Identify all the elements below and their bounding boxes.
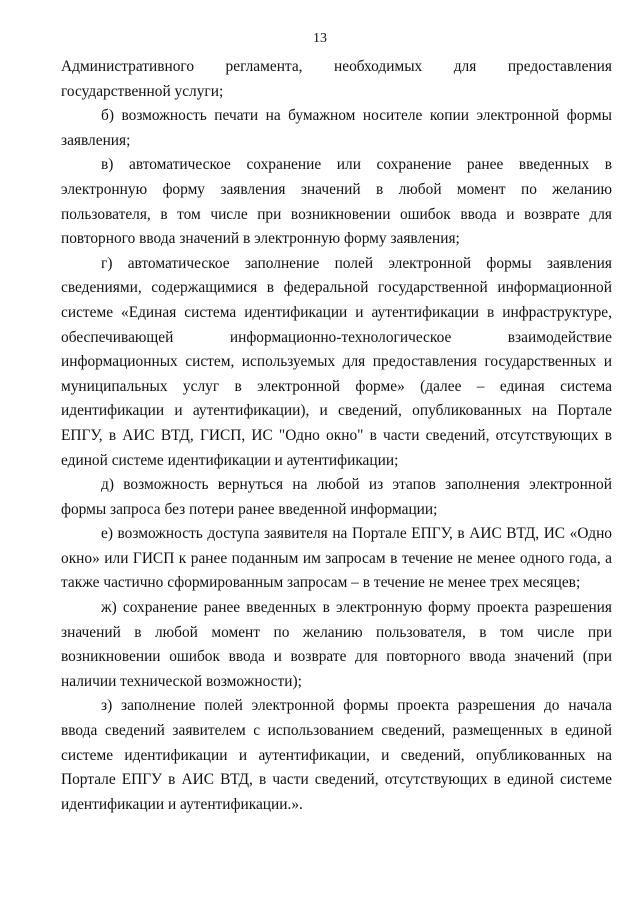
paragraph-e: е) возможность доступа заявителя на Портале ЕПГУ, в АИС ВТД, ИС «Одно окно» или ГИСП к ранее поданным им запросам в течение не менее одного года, а также частично сформированным запросам – в течение не менее трех месяцев; <box>61 525 612 592</box>
paragraph-zh: ж) сохранение ранее введенных в электронную форму проекта разрешения значений в любой момент по желанию пользователя, в том числе при возникновении ошибок ввода и возврате для повторного ввода значений (при наличии технической возможности); <box>61 599 612 690</box>
paragraph-g: г) автоматическое заполнение полей электронной формы заявления сведениями, содержащимися в федеральной государственной информационной системе «Единая система идентификации и аутентификации в инфраструктуре, обеспечивающей информационно-технологическое взаимодействие информационных систем, используемых для предоставления государственных и муниципальных услуг в электронной форме» (далее – единая система идентификации и аутентификации), и сведений, опубликованных на Портале ЕПГУ, в АИС ВТД, ГИСП, ИС "Одно окно" в части сведений, отсутствующих в единой системе идентификации и аутентификации; <box>61 254 612 469</box>
paragraph-intro: Административного регламента, необходимых для предоставления государственной услуги; <box>61 58 612 100</box>
page-number: 13 <box>313 31 327 46</box>
document-body <box>61 55 612 817</box>
paragraph-v: в) автоматическое сохранение или сохранение ранее введенных в электронную форму заявления значений в любой момент по желанию пользователя, в том числе при возникновении ошибок ввода и возврате для повторного ввода значений в электронную форму заявления; <box>61 156 612 248</box>
paragraph-d: д) возможность вернуться на любой из этапов заполнения электронной формы запроса без потери ранее введенной информации; <box>61 476 612 518</box>
paragraph-z: з) заполнение полей электронной формы проекта разрешения до начала ввода сведений заявителем с использованием сведений, размещенных в единой системе идентификации и аутентификации, и сведений, опубликованных на Портале ЕПГУ в АИС ВТД, в части сведений, отсутствующих в единой системе идентификации и аутентификации.». <box>61 697 612 813</box>
paragraph-b: б) возможность печати на бумажном носителе копии электронной формы заявления; <box>61 107 612 149</box>
